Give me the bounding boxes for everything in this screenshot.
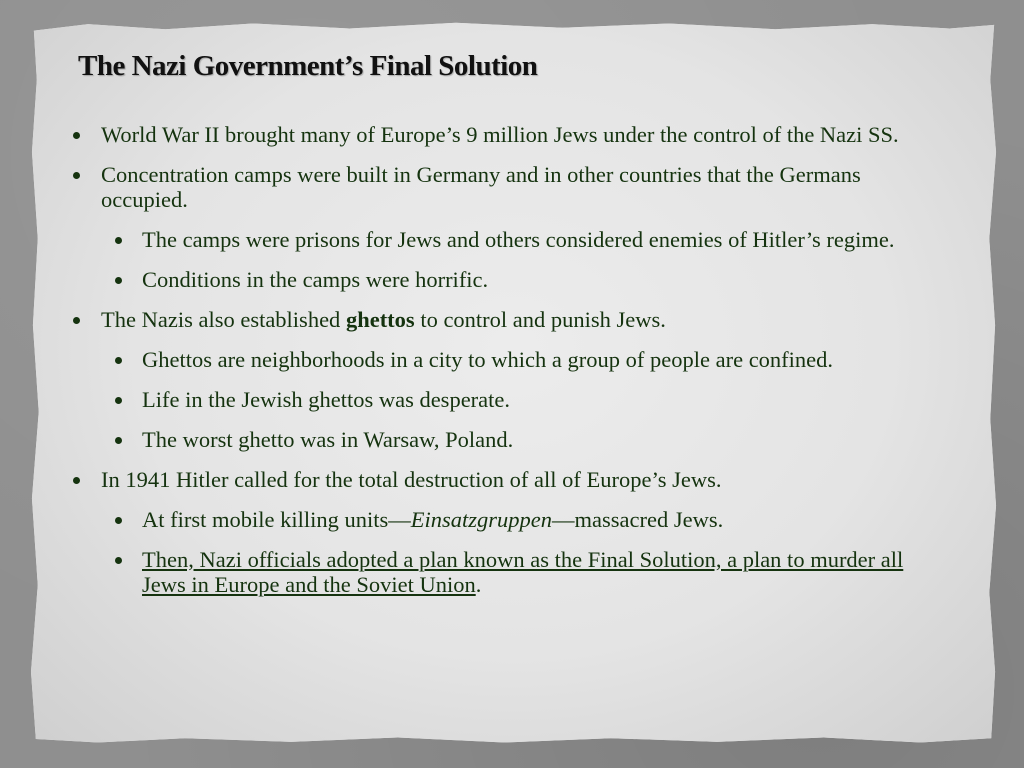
bullet-text: Life in the Jewish ghettos was desperate. — [142, 387, 511, 412]
list-item — [72, 122, 952, 147]
bullet-text — [101, 307, 666, 332]
bullet-icon — [115, 557, 122, 564]
bold-term-ghettos: ghettos — [345, 307, 415, 332]
text-run: —massacred Jews. — [552, 507, 724, 532]
bullet-icon — [115, 397, 122, 404]
bullet-list — [72, 122, 952, 597]
slide-title: The Nazi Government’s Final Solution — [78, 50, 538, 82]
sub-list-item — [72, 227, 952, 252]
bullet-icon — [115, 437, 122, 444]
final-solution-link[interactable]: Then, Nazi officials adopted a plan known as the Final Solution, a plan to murder all Jews in Europe and the Soviet Union — [142, 547, 904, 597]
bullet-icon — [73, 132, 80, 139]
bullet-text: In 1941 Hitler called for the total destruction of all of Europe’s Jews. — [101, 467, 722, 492]
slide-body — [72, 122, 952, 612]
bullet-icon — [73, 477, 80, 484]
bullet-text — [142, 507, 723, 532]
bullet-text: World War II brought many of Europe’s 9 million Jews under the control of the Nazi SS. — [101, 122, 899, 147]
text-run: The Nazis also established — [101, 307, 346, 332]
sub-list-item — [72, 267, 952, 292]
text-run: At first mobile killing units— — [142, 507, 411, 532]
bullet-text: Ghettos are neighborhoods in a city to which a group of people are confined. — [142, 347, 834, 372]
bullet-icon — [115, 517, 122, 524]
sub-list-item — [72, 427, 952, 452]
italic-term-einsatzgruppen: Einsatzgruppen — [410, 507, 553, 532]
bullet-text: Conditions in the camps were horrific. — [142, 267, 489, 292]
sub-list-item — [72, 507, 952, 532]
sub-list-item — [72, 347, 952, 372]
bullet-icon — [73, 172, 80, 179]
text-run: to control and punish Jews. — [414, 307, 666, 332]
bullet-text: Concentration camps were built in Germany and in other countries that the Germans occupied. — [101, 162, 861, 212]
bullet-icon — [115, 277, 122, 284]
bullet-text — [142, 547, 903, 597]
list-item — [72, 467, 952, 492]
list-item — [72, 162, 952, 212]
sub-list-item — [72, 547, 952, 597]
bullet-text: The worst ghetto was in Warsaw, Poland. — [142, 427, 514, 452]
sub-list-item — [72, 387, 952, 412]
bullet-icon — [115, 357, 122, 364]
bullet-text: The camps were prisons for Jews and others considered enemies of Hitler’s regime. — [142, 227, 895, 252]
bullet-icon — [73, 317, 80, 324]
text-run: . — [475, 572, 482, 597]
list-item — [72, 307, 952, 332]
bullet-icon — [115, 237, 122, 244]
